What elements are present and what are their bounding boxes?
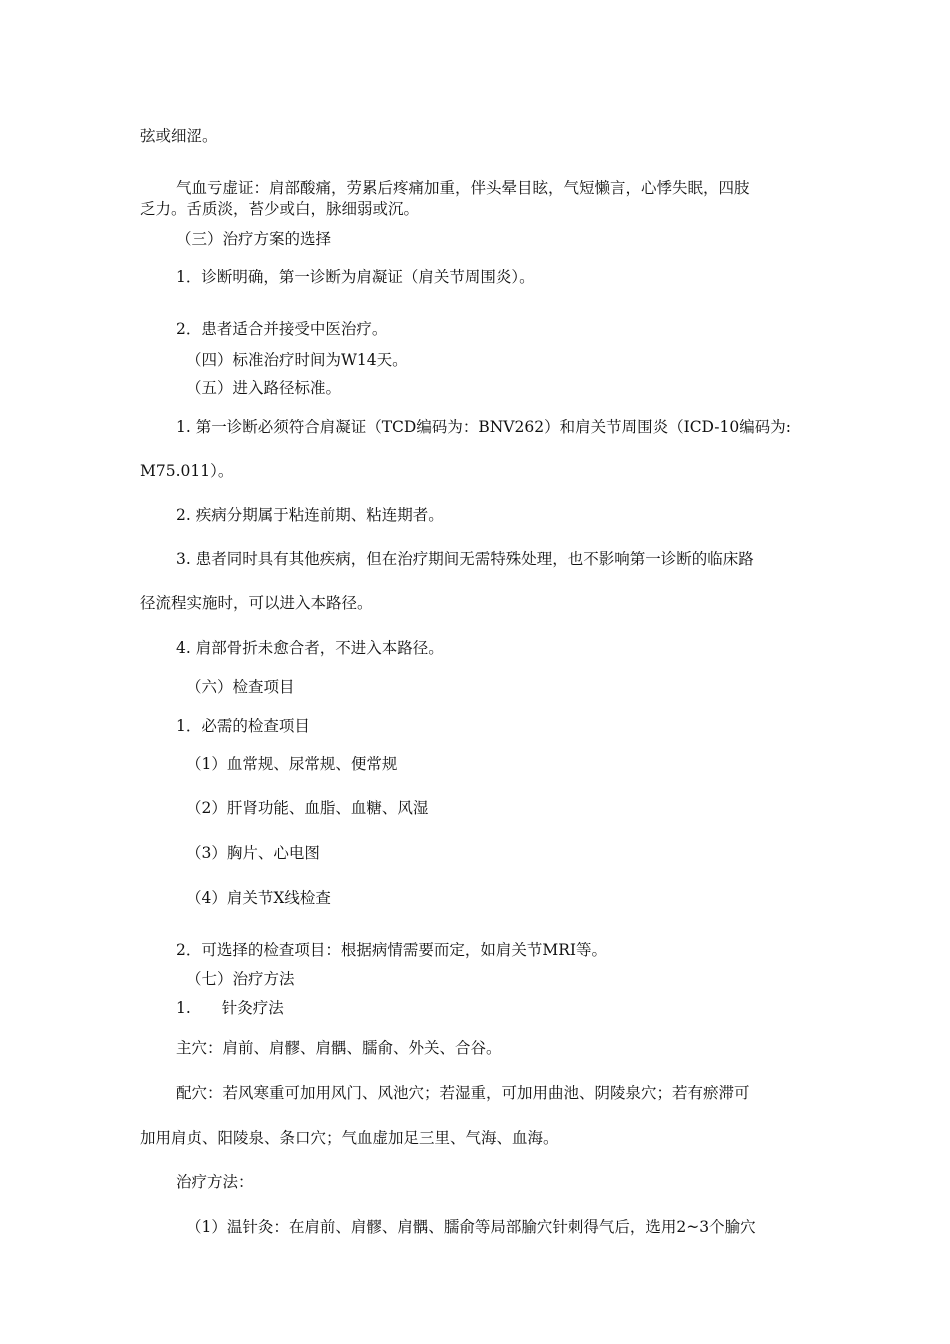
list-item: （1）温针灸：在肩前、肩髎、肩髃、臑俞等局部腧穴针刺得气后，选用2~3个腧穴 xyxy=(186,1218,756,1236)
section-heading: （五）进入路径标准。 xyxy=(186,379,342,397)
list-item: 1. 第一诊断必须符合肩凝证（TCD编码为：BNV262）和肩关节周围炎（ICD-10编码为: xyxy=(176,418,791,436)
section-heading: （七）治疗方法 xyxy=(186,970,295,988)
list-item: （3）胸片、心电图 xyxy=(186,844,320,862)
list-item: 1．诊断明确，第一诊断为肩凝证（肩关节周围炎）。 xyxy=(176,268,535,286)
section-heading: （六）检查项目 xyxy=(186,678,295,696)
section-heading: （四）标准治疗时间为W14天。 xyxy=(186,351,408,369)
list-item: （1）血常规、尿常规、便常规 xyxy=(186,755,398,773)
list-item: 4. 肩部骨折未愈合者，不进入本路径。 xyxy=(176,639,444,657)
list-item: （4）肩关节X线检查 xyxy=(186,889,331,907)
paragraph-line: 治疗方法： xyxy=(176,1173,254,1191)
list-item: （2）肝肾功能、血脂、血糖、风湿 xyxy=(186,799,429,817)
paragraph-line: 配穴：若风寒重可加用风门、风池穴；若湿重，可加用曲池、阴陵泉穴；若有瘀滞可 xyxy=(176,1084,750,1102)
paragraph-line: 加用肩贞、阳陵泉、条口穴；气血虚加足三里、气海、血海。 xyxy=(140,1129,559,1147)
paragraph-line: 径流程实施时，可以进入本路径。 xyxy=(140,594,373,612)
paragraph-line: 乏力。舌质淡，苔少或白，脉细弱或沉。 xyxy=(140,200,420,218)
list-item: 3. 患者同时具有其他疾病，但在治疗期间无需特殊处理，也不影响第一诊断的临床路 xyxy=(176,550,754,568)
paragraph-line: 弦或细涩。 xyxy=(140,127,218,145)
paragraph-line: M75.011）。 xyxy=(140,462,234,480)
list-item: 2．患者适合并接受中医治疗。 xyxy=(176,320,388,338)
paragraph-line: 主穴：肩前、肩髎、肩髃、臑俞、外关、合谷。 xyxy=(176,1039,502,1057)
list-item: 1．必需的检查项目 xyxy=(176,717,310,735)
list-item: 2．可选择的检查项目：根据病情需要而定，如肩关节MRI等。 xyxy=(176,941,608,959)
paragraph-line: 气血亏虚证：肩部酸痛，劳累后疼痛加重，伴头晕目眩，气短懒言，心悸失眠，四肢 xyxy=(176,179,750,197)
section-heading: （三）治疗方案的选择 xyxy=(176,230,332,248)
list-item: 2. 疾病分期属于粘连前期、粘连期者。 xyxy=(176,506,444,524)
list-item: 1. 针灸疗法 xyxy=(176,999,284,1017)
